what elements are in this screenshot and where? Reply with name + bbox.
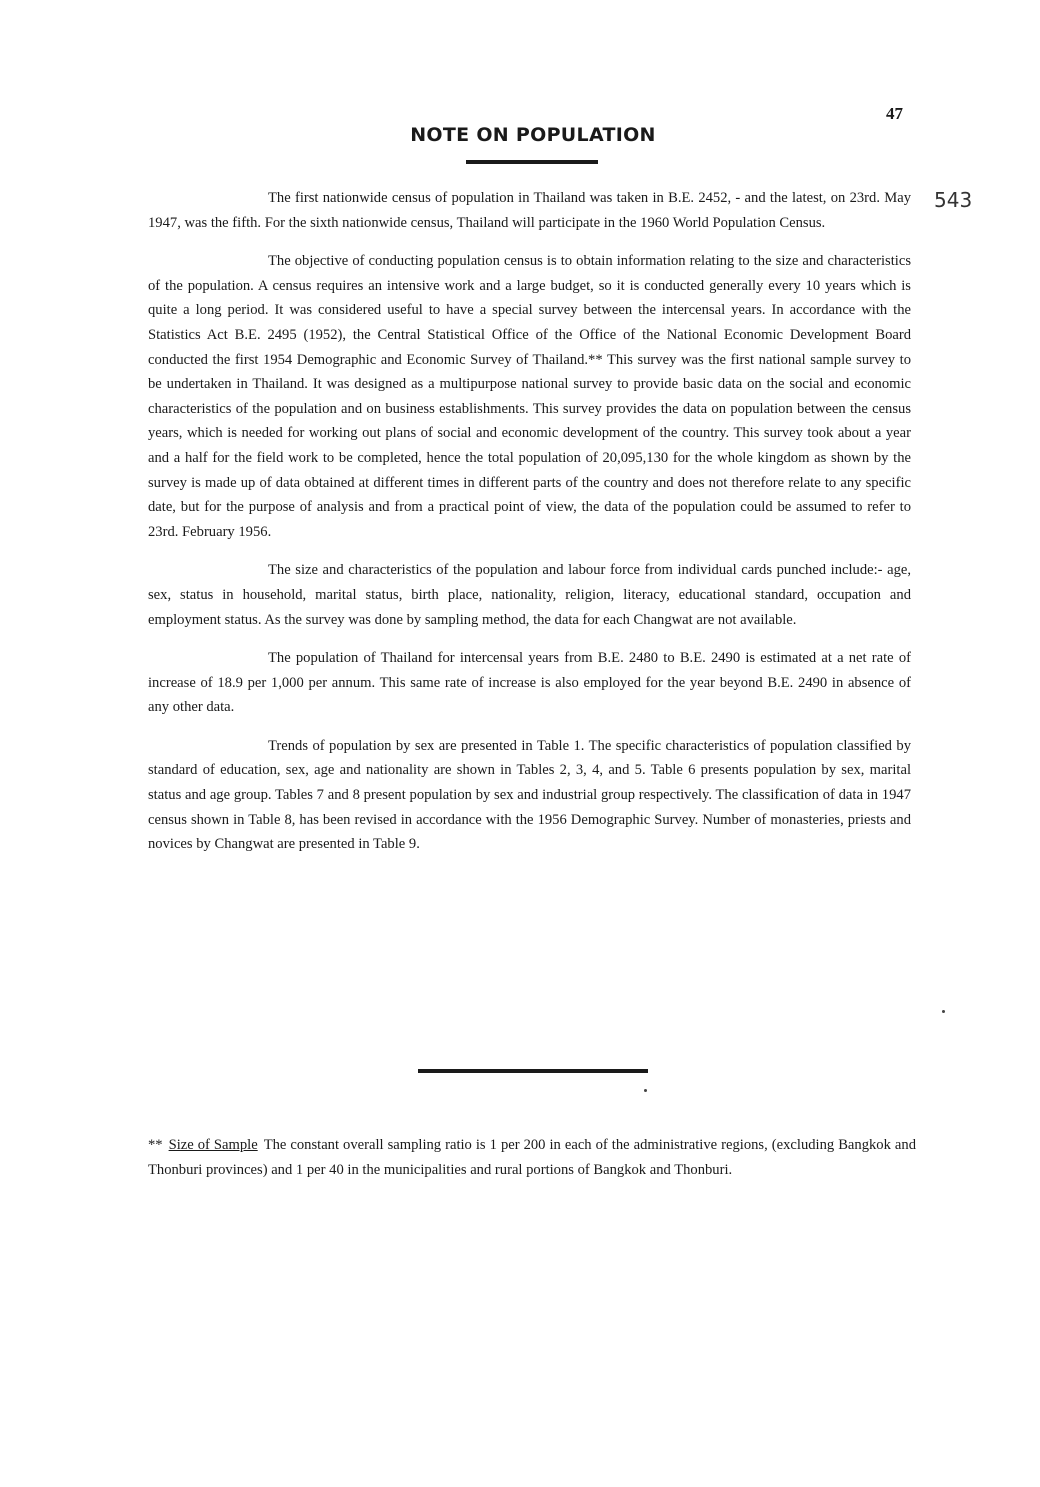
paragraph-tables: Trends of population by sex are presented in Table 1. The specific characteristics of population classified by standard of education, sex, age and nationality are shown in Tables 2, 3, 4, and 5. Table 6 presents population by sex, marital status and age group. Tables 7 and 8 present population by sex and industrial group respectively. The classification of data in 1947 census shown in Table 8, has been revised in accordance with the 1956 Demographic Survey. Number of monasteries, priests and novices by Changwat are presented in Table 9. bbox=[148, 737, 911, 853]
paragraph-intro: The first nationwide census of population in Thailand was taken in B.E. 2452, - and the latest, on 23rd. May 1947, was the fifth. For the sixth nationwide census, Thailand will participate in the 1960 World Population Census. bbox=[148, 190, 911, 231]
body-text bbox=[148, 186, 911, 871]
ink-speck bbox=[942, 1010, 945, 1013]
paragraph-objective: The objective of conducting population census is to obtain information relating to the size and characteristics of the population. A census requires an intensive work and a large budget, so it is conducted generally every 10 years which is quite a long period. It was considered useful to have a special survey between the intercensal years. In accordance with the Statistics Act B.E. 2495 (1952), the Central Statistical Office of the Office of the National Economic Development Board conducted the first 1954 Demographic and Economic Survey of Thailand.** This survey was the first national sample survey to be undertaken in Thailand. It was designed as a multipurpose national survey to provide basic data on the social and economic characteristics of the population and on business establishments. This survey provides the data on population between the census years, which is needed for working out plans of social and economic development of the country. This survey took about a year and a half for the field work to be completed, hence the total population of 20,095,130 for the whole kingdom as shown by the survey is made up of data obtained at different times in different parts of the country and does not therefore relate to any specific date, but for the purpose of analysis and from a practical point of view, the data of the population could be assumed to refer to 23rd. February 1956. bbox=[148, 253, 911, 540]
handwritten-margin-note: 543 bbox=[934, 188, 973, 212]
footnote-label: Size of Sample bbox=[168, 1137, 258, 1153]
paragraph-growth-rate: The population of Thailand for intercensal years from B.E. 2480 to B.E. 2490 is estimated at a net rate of increase of 18.9 per 1,000 per annum. This same rate of increase is also employed for the year beyond B.E. 2490 in absence of any other data. bbox=[148, 650, 911, 716]
section-divider bbox=[418, 1069, 648, 1073]
ink-speck bbox=[644, 1089, 647, 1092]
footnote-text: The constant overall sampling ratio is 1 per 200 in each of the administrative regions, (excluding Bangkok and Thonburi provinces) and 1 per 40 in the municipalities and rural portions of Bangkok and Thonburi. bbox=[148, 1137, 916, 1178]
paragraph-characteristics: The size and characteristics of the population and labour force from individual cards punched include:- age, sex, status in household, marital status, birth place, nationality, religion, literacy, educational standard, occupation and employment status. As the survey was done by sampling method, the data for each Changwat are not available. bbox=[148, 562, 911, 628]
page-title: NOTE ON POPULATION bbox=[410, 124, 656, 146]
footnote bbox=[148, 1133, 916, 1182]
footnote-mark: ** bbox=[148, 1137, 163, 1153]
page-number: 47 bbox=[886, 104, 903, 123]
title-underline bbox=[466, 160, 598, 164]
